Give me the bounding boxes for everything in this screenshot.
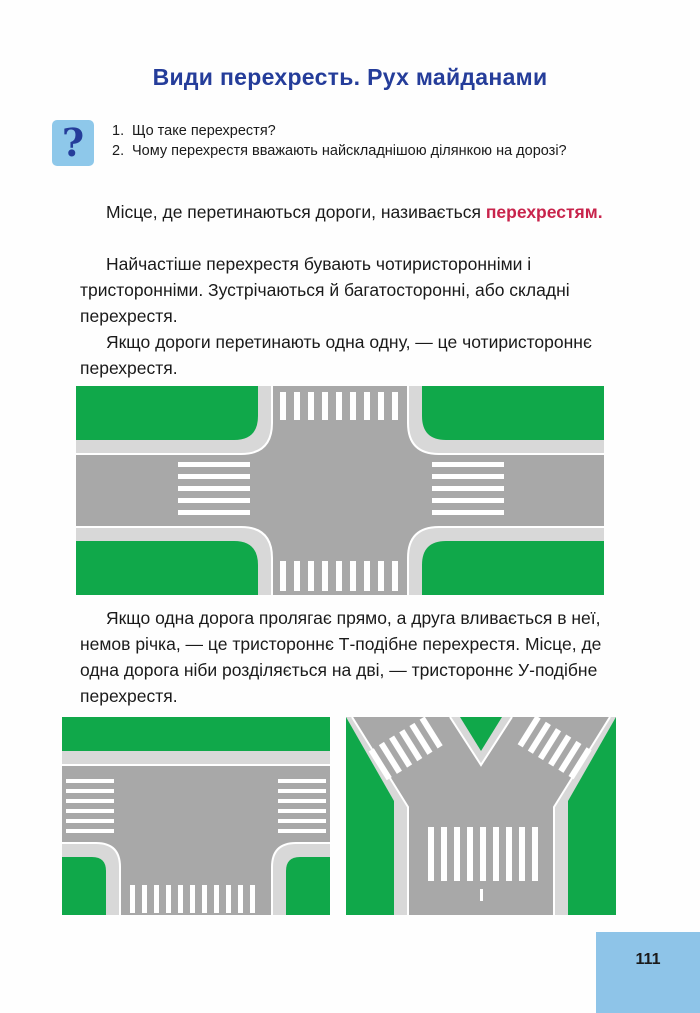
page-title: Види перехресть. Рух майданами xyxy=(152,64,548,90)
four-way-intersection-drawing xyxy=(76,386,604,595)
paragraph-text: Найчастіше перехрестя бувають чотиристоронніми і тристоронніми. Зустрічаються й багатосторонні, або складні перехрестя. xyxy=(80,254,570,326)
t-junction-illustration xyxy=(62,717,330,915)
paragraph-definition xyxy=(80,199,634,225)
y-junction-illustration xyxy=(346,717,616,915)
question-number: 2. xyxy=(112,143,125,159)
paragraph-types xyxy=(80,251,634,329)
page-number: 111 xyxy=(596,932,700,1013)
t-junction-drawing xyxy=(62,717,330,915)
definition-text: Місце, де перетинаються дороги, називається xyxy=(106,202,486,222)
paragraph-text: Якщо одна дорога пролягає прямо, а друга вливається в неї, немов річка, — це тристороннє Т-подібне перехрестя. Місце, де одна дорога ніби розділяється на дві, — тристороннє У-подібне перехрестя. xyxy=(80,608,602,706)
paragraph-three-way xyxy=(80,605,634,709)
paragraph-text: Якщо дороги перетинають одна одну, — це чотиристороннє перехрестя. xyxy=(80,332,592,378)
question-item xyxy=(112,121,634,141)
question-item xyxy=(112,141,634,161)
question-text: Що таке перехрестя? xyxy=(132,123,276,139)
question-text: Чому перехрестя вважають найскладнішою ділянкою на дорозі? xyxy=(132,143,567,159)
question-mark-icon: ? xyxy=(52,120,94,166)
question-number: 1. xyxy=(112,123,125,139)
y-junction-drawing xyxy=(346,717,616,915)
four-way-intersection-illustration xyxy=(76,386,604,595)
paragraph-four-way xyxy=(80,329,634,381)
question-list xyxy=(112,121,634,161)
term-highlight: перехрестям. xyxy=(485,202,603,222)
